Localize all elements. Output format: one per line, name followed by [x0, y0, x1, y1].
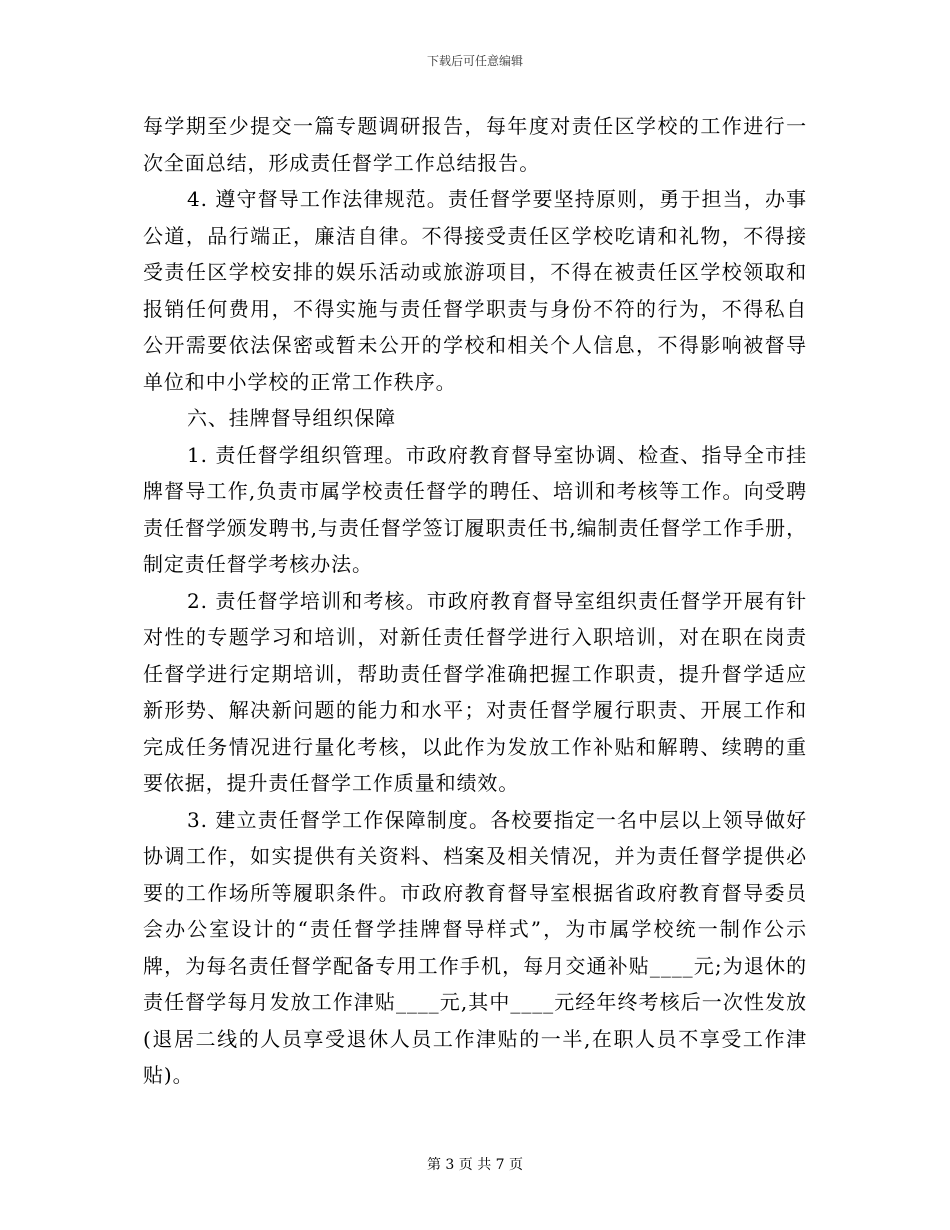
page-header: 下载后可任意编辑 [426, 54, 523, 68]
page-footer: 第 3 页 共 7 页 [426, 1157, 524, 1173]
paragraph-item-6-2: 2. 责任督学培训和考核。市政府教育督导室组织责任督学开展有针对性的专题学习和培训，对新任责任督学进行入职培训，对在职在岗责任督学进行定期培训，帮助责任督学准确把握工作职责，提升督学适应新形势、解决新问题的能力和水平；对责任督学履行职责、开展工作和完成任务情况进行量化考核，以此作为发放工作补贴和解聘、续聘的重要依据，提升责任督学工作质量和绩效。 [143, 588, 807, 795]
paragraph-item-4: 4. 遵守督导工作法律规范。责任督学要坚持原则，勇于担当，办事公道，品行端正，廉洁自律。不得接受责任区学校吃请和礼物，不得接受责任区学校安排的娱乐活动或旅游项目，不得在被责任区学校领取和报销任何费用，不得实施与责任督学职责与身份不符的行为，不得私自公开需要依法保密或暂未公开的学校和相关个人信息，不得影响被督导单位和中小学校的正常工作秩序。 [143, 187, 807, 394]
document-body [143, 108, 807, 1094]
paragraph-continued: 每学期至少提交一篇专题调研报告，每年度对责任区学校的工作进行一次全面总结，形成责任督学工作总结报告。 [143, 114, 807, 175]
section-heading-6: 六、挂牌督导组织保障 [187, 406, 396, 430]
paragraph-item-6-3: 3. 建立责任督学工作保障制度。各校要指定一名中层以上领导做好协调工作，如实提供有关资料、档案及相关情况，并为责任督学提供必要的工作场所等履职条件。市政府教育督导室根据省政府教育督导委员会办公室设计的“责任督学挂牌督导样式”，为市属学校统一制作公示牌，为每名责任督学配备专用工作手机，每月交通补贴____元;为退休的责任督学每月发放工作津贴____元,其中____元经年终考核后一次性发放(退居二线的人员享受退休人员工作津贴的一半,在职人员不享受工作津贴)。 [143, 807, 807, 1087]
paragraph-item-6-1: 1. 责任督学组织管理。市政府教育督导室协调、检查、指导全市挂牌督导工作,负责市属学校责任督学的聘任、培训和考核等工作。向受聘责任督学颁发聘书,与责任督学签订履职责任书,编制责任督学工作手册，制定责任督学考核办法。 [143, 442, 807, 576]
